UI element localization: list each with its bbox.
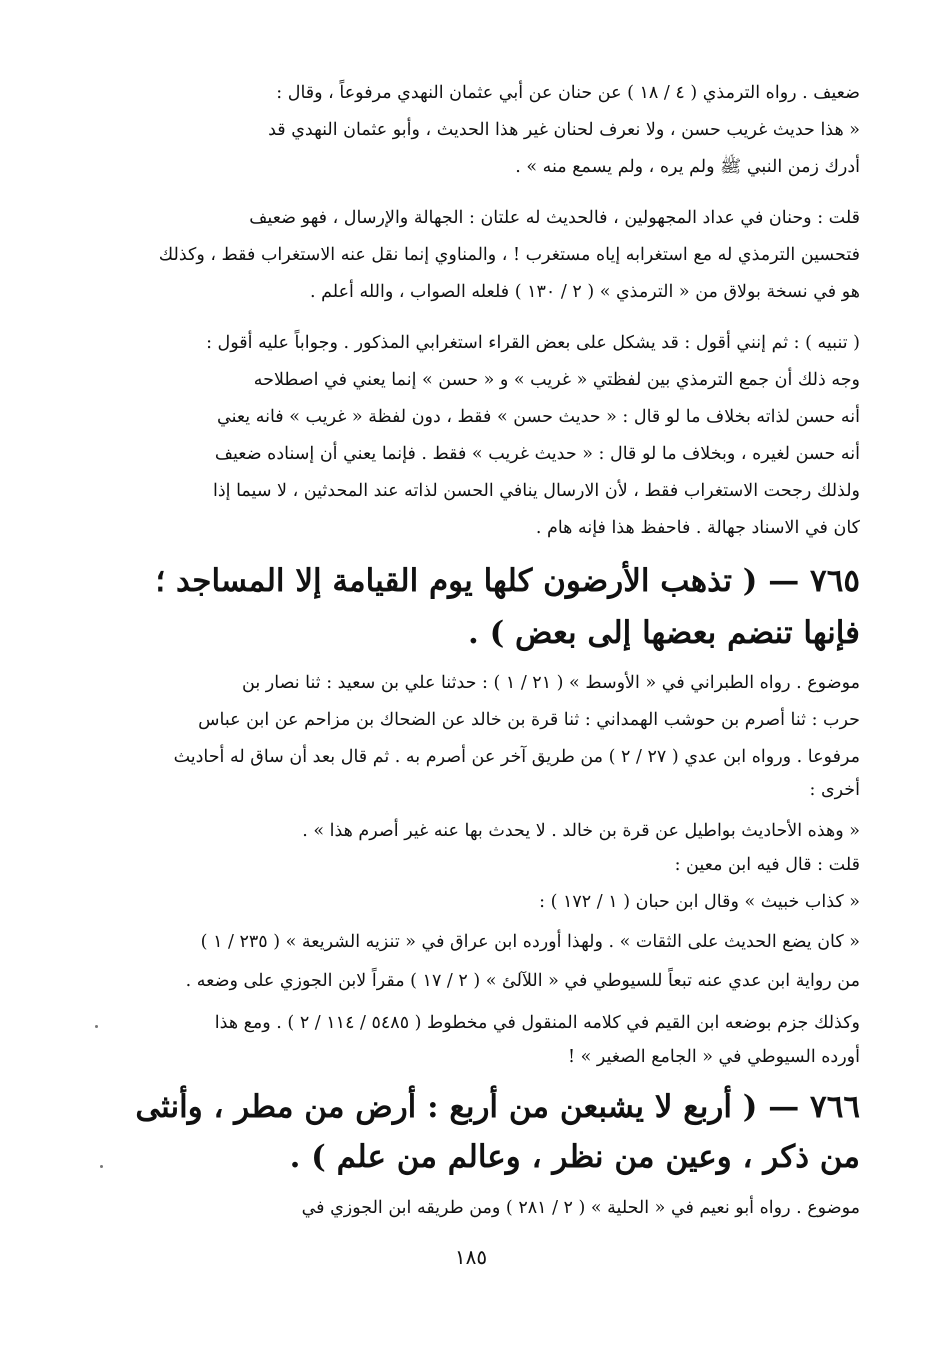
text-line: أدرك زمن النبي ﷺ ولم يره ، ولم يسمع منه » . (515, 157, 860, 177)
text-line: من رواية ابن عدي عنه تبعاً للسيوطي في « اللآلئ » ( ٢ / ١٧ ) مقراً لابن الجوزي على وضعه . (185, 971, 860, 991)
hadith-heading: ٧٦٦ — ( أربع لا يشبعن من أربع : أرض من مطر ، وأنثى (135, 1089, 860, 1125)
text-line: ولذلك رجحت الاستغراب فقط ، لأن الارسال ينافي الحسن لذاته عند المحدثين ، لا سيما إذا (213, 481, 860, 501)
text-line: موضوع . رواه أبو نعيم في « الحلية » ( ٢ / ٢٨١ ) ومن طريقه ابن الجوزي في (301, 1198, 860, 1218)
text-line: « كذاب خبيث » وقال ابن حبان ( ١ / ١٧٢ ) : (539, 892, 860, 912)
text-line: مرفوعا . ورواه ابن عدي ( ٢٧ / ٢ ) من طريق آخر عن أصرم به . ثم قال بعد أن ساق له أحاديث (173, 747, 860, 767)
text-line: وكذلك جزم بوضعه ابن القيم في كلامه المنقول في مخطوط ( ٥٤٨٥ / ١١٤ / ٢ ) . ومع هذا (214, 1013, 860, 1033)
text-line: « وهذه الأحاديث بواطيل عن قرة بن خالد . لا يحدث بها عنه غير أصرم هذا » . (302, 821, 860, 841)
text-line: أخرى : (809, 780, 860, 800)
text-line: « كان يضع الحديث على الثقات » . ولهذا أورده ابن عراق في « تنزيه الشريعة » ( ٢٣٥ / ١ ) (200, 932, 860, 952)
text-line: فتحسين الترمذي له مع استغرابه إياه مستغرب ! ، والمناوي إنما نقل عنه الاستغراب فقط ، وكذلك (158, 245, 860, 265)
text-line: قلت : وحنان في عداد المجهولين ، فالحديث له علتان : الجهالة والإرسال ، فهو ضعيف (249, 208, 860, 228)
hadith-heading: ٧٦٥ — ( تذهب الأرضون كلها يوم القيامة إلا المساجد ؛ (155, 563, 860, 599)
text-line: حرب : ثنا أصرم بن حوشب الهمداني : ثنا قرة بن خالد عن الضحاك بن مزاحم عن ابن عباس (198, 710, 860, 730)
scan-speck (95, 1025, 98, 1028)
text-line: موضوع . رواه الطبراني في « الأوسط » ( ٢١ / ١ ) : حدثنا علي بن سعيد : ثنا نصار بن (242, 673, 860, 693)
text-line: هو في نسخة بولاق من « الترمذي » ( ٢ / ١٣٠ ) فلعله الصواب ، والله أعلم . (310, 282, 860, 302)
hadith-heading: من ذكر ، وعين من نظر ، وعالم من علم ) . (289, 1139, 860, 1175)
text-line: أنه حسن لذاته بخلاف ما لو قال : « حديث حسن » فقط ، دون لفظة « غريب » فانه يعني (216, 407, 860, 427)
text-line: وجه ذلك أن جمع الترمذي بين لفظتي « غريب » و « حسن » إنما يعني في اصطلاحه (253, 370, 860, 390)
scan-speck (100, 1165, 103, 1168)
text-line: أورده السيوطي في « الجامع الصغير » ! (568, 1047, 860, 1067)
text-line: « هذا حديث غريب حسن ، ولا نعرف لحنان غير هذا الحديث ، وأبو عثمان النهدي قد (268, 120, 860, 140)
text-line: قلت : قال فيه ابن معين : (674, 855, 860, 875)
text-line: كان في الاسناد جهالة . فاحفظ هذا فإنه هام . (535, 518, 860, 538)
hadith-heading: فإنها تنضم بعضها إلى بعض ) . (468, 615, 860, 651)
text-line: أنه حسن لغيره ، وبخلاف ما لو قال : « حديث غريب » فقط . فإنما يعني أن إسناده ضعيف (214, 444, 860, 464)
text-line: ( تنبيه ) : ثم إنني أقول : قد يشكل على بعض القراء استغرابي المذكور . وجواباً عليه أقول : (206, 333, 860, 353)
text-line: ضعيف . رواه الترمذي ( ٤ / ١٨ ) عن حنان عن أبي عثمان النهدي مرفوعاً ، وقال : (276, 83, 860, 103)
page-number: ١٨٥ (454, 1245, 488, 1269)
